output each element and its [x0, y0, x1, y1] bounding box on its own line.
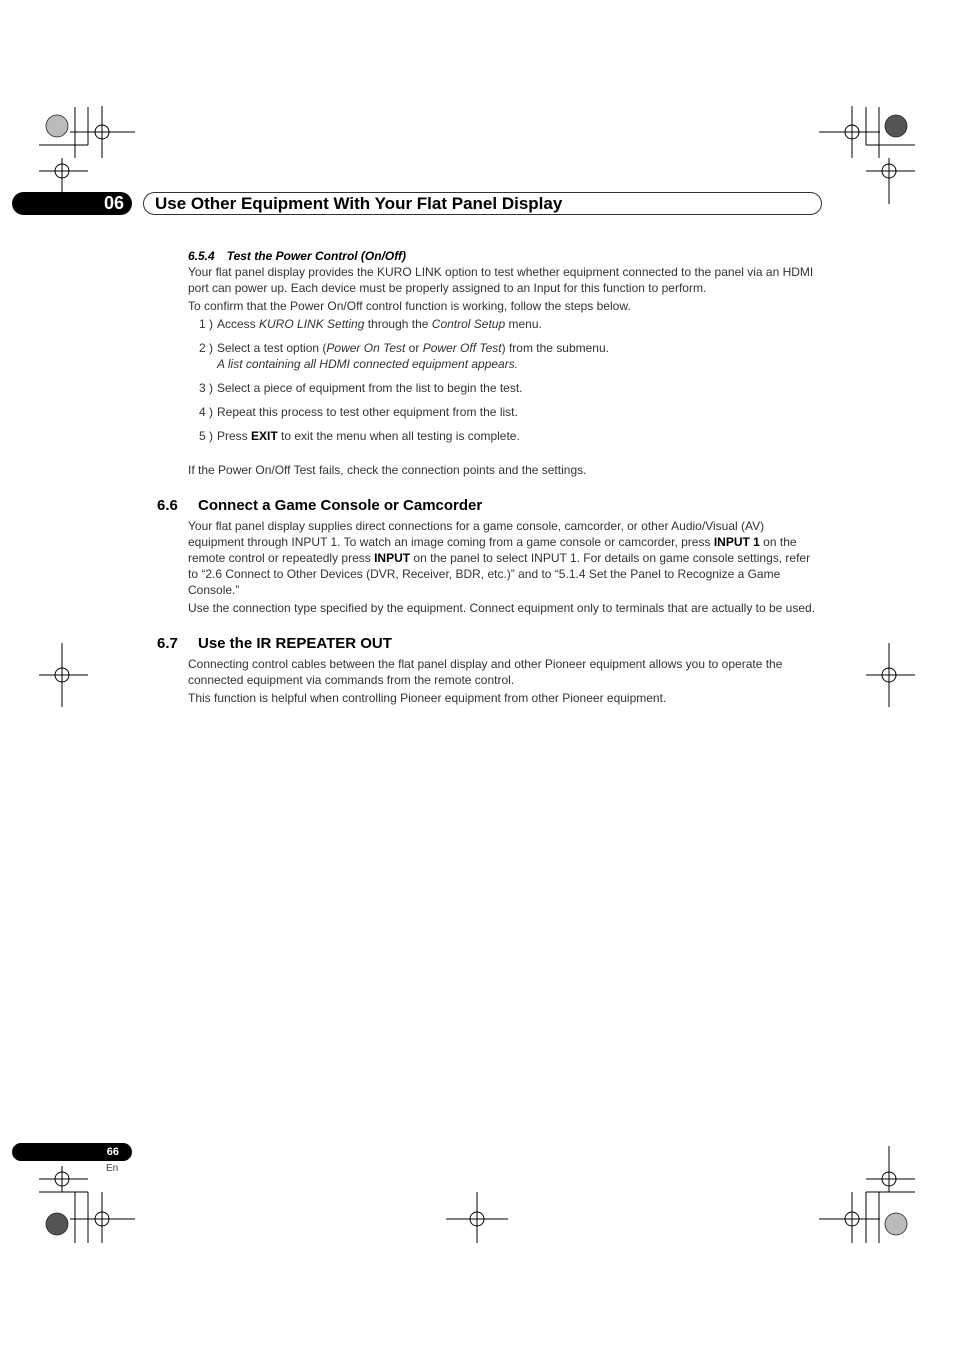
step-list — [199, 316, 822, 444]
section-title: Use the IR REPEATER OUT — [198, 635, 392, 652]
chapter-title: Use Other Equipment With Your Flat Panel Display — [155, 194, 563, 213]
page-number-tab — [12, 1143, 132, 1161]
list-item: 5 ) Press EXIT to exit the menu when all testing is complete. — [199, 429, 520, 443]
section-number: 6.5.4 — [188, 249, 215, 263]
chapter-number-tab — [12, 192, 132, 215]
step-note: A list containing all HDMI connected equipment appears. — [217, 357, 519, 371]
section-title: Test the Power Control (On/Off) — [226, 249, 407, 263]
section-6-5-4-heading — [188, 248, 822, 264]
chapter-title-bar — [143, 192, 822, 215]
chapter-number: 06 — [103, 193, 124, 213]
list-item: 3 ) Select a piece of equipment from the list to begin the test. — [199, 381, 523, 395]
paragraph: To confirm that the Power On/Off control function is working, follow the steps below. — [188, 299, 631, 313]
paragraph: This function is helpful when controlling Pioneer equipment from other Pioneer equipment. — [188, 691, 667, 705]
list-item: 2 ) Select a test option (Power On Test or Power Off Test) from the submenu. A list containing all HDMI connected equipment appears. — [199, 340, 822, 372]
section-6-7-heading — [157, 636, 822, 652]
paragraph: Connecting control cables between the flat panel display and other Pioneer equipment allows you to operate the connected equipment via commands from the remote control. — [188, 657, 783, 687]
paragraph: Your flat panel display provides the KURO LINK option to test whether equipment connected to the panel via an HDMI port can power up. Each device must be properly assigned to an Input for this function to perform. — [188, 265, 814, 295]
page-content — [157, 248, 822, 708]
list-item: 1 ) Access KURO LINK Setting through the Control Setup menu. — [199, 317, 542, 331]
paragraph: Your flat panel display supplies direct connections for a game console, camcorder, or other Audio/Visual (AV) equipment through INPUT 1. To watch an image coming from a game console or camcorder, press INPUT 1 on the remote control or repeatedly press INPUT on the panel to select INPUT 1. For details on game console settings, refer to “2.6 Connect to Other Devices (DVR, Receiver, BDR, etc.)” and to “5.1.4 Set the Panel to Recognize a Game Console.” — [188, 519, 811, 597]
page-number: 66 — [106, 1146, 119, 1158]
paragraph: Use the connection type specified by the equipment. Connect equipment only to terminals that are actually to be used. — [188, 601, 816, 615]
section-title: Connect a Game Console or Camcorder — [198, 497, 483, 514]
section-6-6-heading — [157, 498, 822, 514]
section-number: 6.7 — [157, 635, 178, 652]
paragraph: If the Power On/Off Test fails, check the connection points and the settings. — [188, 463, 587, 477]
language-label: En — [106, 1163, 119, 1174]
section-number: 6.6 — [157, 497, 178, 514]
list-item: 4 ) Repeat this process to test other equipment from the list. — [199, 405, 518, 419]
